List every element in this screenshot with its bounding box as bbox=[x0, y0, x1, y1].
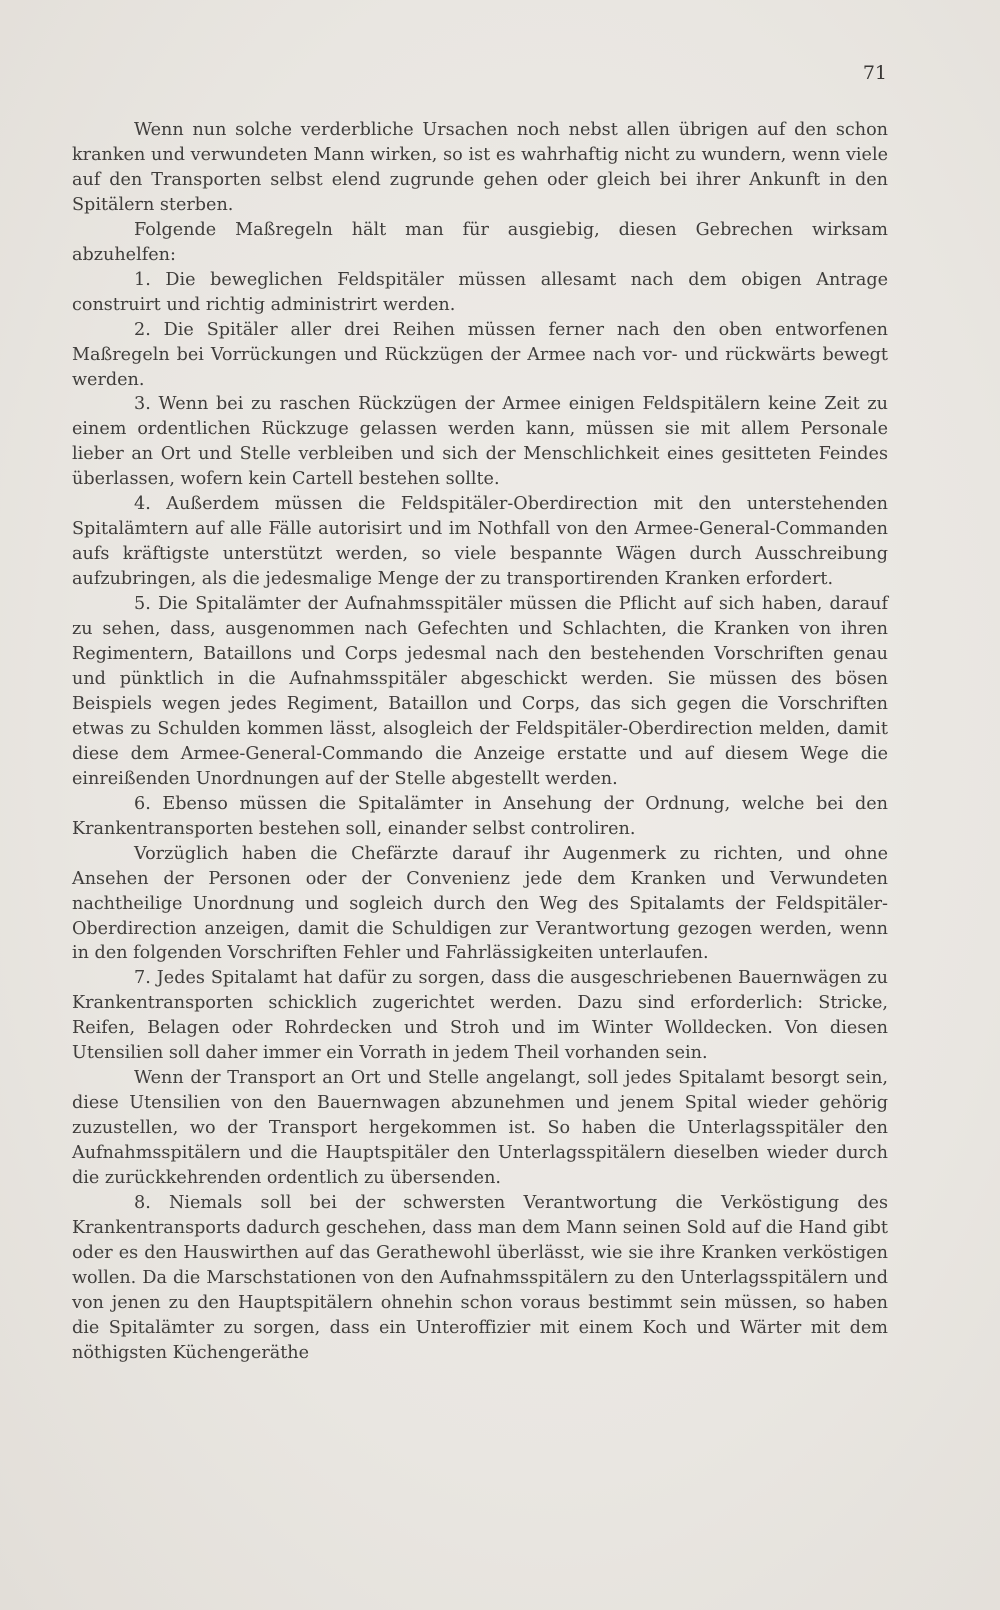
paragraph: 2. Die Spitäler aller drei Reihen müssen ferner nach den oben entworfenen Maßregeln bei Vorrückungen und Rückzügen der Armee nach vor- und rückwärts bewegt werden. bbox=[72, 319, 888, 390]
paragraph: Folgende Maßregeln hält man für ausgiebig, diesen Gebrechen wirksam abzuhelfen: bbox=[72, 219, 888, 265]
body-text bbox=[72, 118, 888, 1366]
paragraph: 7. Jedes Spitalamt hat dafür zu sorgen, dass die ausgeschriebenen Bauernwägen zu Krankentransporten schicklich zugerichtet werden. Dazu sind erforderlich: Stricke, Reifen, Belagen oder Rohrdecken und Stroh und im Winter Wolldecken. Von diesen Utensilien soll daher immer ein Vorrath in jedem Theil vorhanden sein. bbox=[72, 968, 888, 1064]
paragraph: Vorzüglich haben die Chefärzte darauf ihr Augenmerk zu richten, und ohne Ansehen der Personen oder der Convenienz jede dem Kranken und Verwundeten nachtheilige Unordnung und sogleich durch den Weg des Spitalamts der Feldspitäler-Oberdirection anzeigen, damit die Schuldigen zur Verantwortung gezogen werden, wenn in den folgenden Vorschriften Fehler und Fahrlässigkeiten unterlaufen. bbox=[72, 843, 888, 964]
paragraph: Wenn der Transport an Ort und Stelle angelangt, soll jedes Spitalamt besorgt sein, diese Utensilien von den Bauernwagen abzunehmen und jenem Spital wieder gehörig zuzustellen, wo der Transport hergekommen ist. So haben die Unterlagsspitäler den Aufnahmsspitälern und die Hauptspitäler den Unterlagsspitälern dieselben wieder durch die zurückkehrenden ordentlich zu übersenden. bbox=[72, 1068, 888, 1189]
paragraph: Wenn nun solche verderbliche Ursachen noch nebst allen übrigen auf den schon kranken und verwundeten Mann wirken, so ist es wahrhaftig nicht zu wundern, wenn viele auf den Transporten selbst elend zugrunde gehen oder gleich bei ihrer Ankunft in den Spitälern sterben. bbox=[72, 120, 888, 215]
paragraph: 3. Wenn bei zu raschen Rückzügen der Armee einigen Feldspitälern keine Zeit zu einem ordentlichen Rückzuge gelassen werden kann, müssen sie mit allem Personale lieber an Ort und Stelle verbleiben und sich der Menschlichkeit eines gesitteten Feindes überlassen, wofern kein Cartell bestehen sollte. bbox=[72, 394, 888, 490]
paragraph: 8. Niemals soll bei der schwersten Verantwortung die Verköstigung des Krankentransports dadurch geschehen, dass man dem Mann seinen Sold auf die Hand gibt oder es den Hauswirthen auf das Gerathewohl überlässt, wie sie ihre Kranken verköstigen wollen. Da die Marschstationen von den Aufnahmsspitälern zu den Unterlagsspitälern und von jenen zu den Hauptspitälern ohnehin schon voraus bestimmt sein müssen, so haben die Spitalämter zu sorgen, dass ein Unteroffizier mit einem Koch und Wärter mit dem nöthigsten Küchengeräthe bbox=[72, 1192, 888, 1363]
paragraph: 5. Die Spitalämter der Aufnahmsspitäler müssen die Pflicht auf sich haben, darauf zu sehen, dass, ausgenommen nach Gefechten und Schlachten, die Kranken von ihren Regimentern, Bataillons und Corps jedesmal nach den bestehenden Vorschriften genau und pünktlich in die Aufnahmsspitäler abgeschickt werden. Sie müssen des bösen Beispiels wegen jedes Regiment, Bataillon und Corps, das sich gegen die Vorschriften etwas zu Schulden kommen lässt, alsogleich der Feldspitäler-Oberdirection melden, damit diese dem Armee-General-Commando die Anzeige erstatte und auf diesem Wege die einreißenden Unordnungen auf der Stelle abgestellt werden. bbox=[72, 594, 888, 789]
page-number: 71 bbox=[862, 62, 887, 84]
paragraph: 4. Außerdem müssen die Feldspitäler-Oberdirection mit den unterstehenden Spitalämtern auf alle Fälle autorisirt und im Nothfall von den Armee-General-Commanden aufs kräftigste unterstützt werden, so viele bespannte Wägen durch Ausschreibung aufzubringen, als die jedesmalige Menge der zu transportirenden Kranken erfordert. bbox=[72, 494, 888, 590]
paragraph: 6. Ebenso müssen die Spitalämter in Ansehung der Ordnung, welche bei den Krankentransporten bestehen soll, einander selbst controliren. bbox=[72, 793, 888, 839]
paragraph: 1. Die beweglichen Feldspitäler müssen allesamt nach dem obigen Antrage construirt und richtig administrirt werden. bbox=[72, 269, 888, 315]
